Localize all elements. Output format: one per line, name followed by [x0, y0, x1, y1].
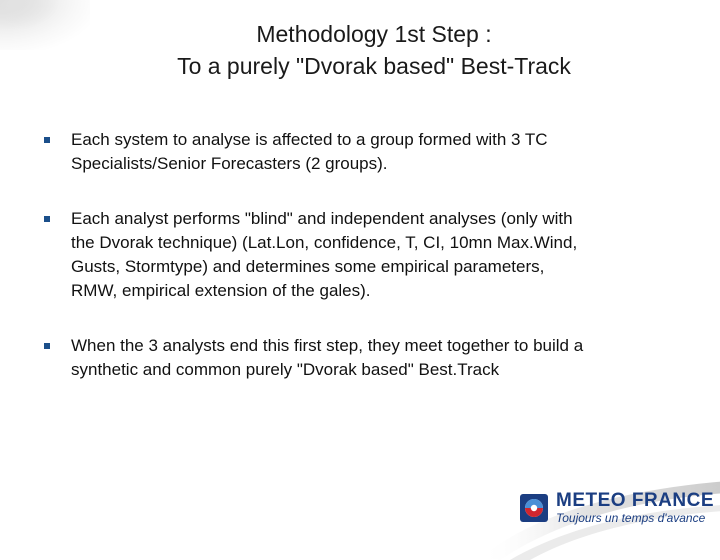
bullet-item	[44, 128, 694, 176]
meteo-france-logo-icon	[520, 494, 548, 522]
bullet-text-line: Specialists/Senior Forecasters (2 groups).	[71, 154, 388, 173]
bullet-text-line: RMW, empirical extension of the gales).	[71, 281, 371, 300]
bullet-text-line: the Dvorak technique) (Lat.Lon, confidence, T, CI, 10mn Max.Wind,	[71, 233, 578, 252]
bullet-text-line: When the 3 analysts end this first step, they meet together to build a	[71, 336, 584, 355]
logo-tagline: Toujours un temps d'avance	[556, 511, 706, 525]
square-bullet-icon	[44, 137, 50, 143]
slide-title-line-1: Methodology 1st Step :	[256, 21, 492, 47]
square-bullet-icon	[44, 343, 50, 349]
square-bullet-icon	[44, 216, 50, 222]
bullet-text-line: Each system to analyse is affected to a group formed with 3 TC	[71, 130, 548, 149]
logo-name: METEO FRANCE	[556, 490, 714, 511]
meteo-france-logo[interactable]	[520, 488, 714, 528]
bullet-list	[44, 128, 694, 382]
slide-title	[0, 18, 720, 82]
bullet-text-line: synthetic and common purely "Dvorak based" Best.Track	[71, 360, 500, 379]
bullet-item	[44, 207, 694, 303]
bullet-text-line: Each analyst performs "blind" and independent analyses (only with	[71, 209, 573, 228]
bullet-text-line: Gusts, Stormtype) and determines some empirical parameters,	[71, 257, 545, 276]
slide-title-line-2: To a purely "Dvorak based" Best-Track	[177, 53, 571, 79]
bullet-item	[44, 334, 694, 382]
